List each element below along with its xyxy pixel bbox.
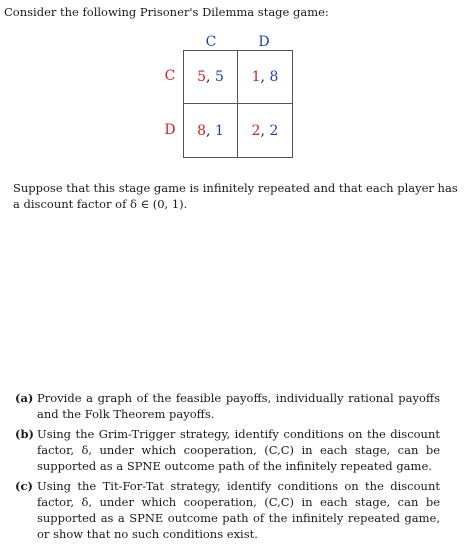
payoff-p1: 1 — [251, 69, 261, 85]
question-text: Using the Tit-For-Tat strategy, identify conditions on the discount factor, δ, under which cooperation, (C,C) in each stage, can be supported as a SPNE outcome path of the infinitely repeated game, or show that no such conditions exist. — [37, 479, 440, 541]
row-strategy-c: C — [164, 68, 176, 84]
payoff-p2: 2 — [269, 122, 279, 139]
question-c — [15, 478, 440, 542]
payoff-cell-cc: 5 , 5 — [184, 51, 238, 104]
row-strategy-d: D — [164, 122, 176, 138]
col-strategy-c: C — [205, 34, 217, 50]
payoff-cell-dc: 8 , 1 — [184, 104, 238, 157]
payoff-p2: 8 — [269, 69, 279, 85]
question-label: (a) — [15, 391, 34, 405]
payoff-cell-cd: 1 , 8 — [238, 51, 292, 104]
question-text: Provide a graph of the feasible payoffs, individually rational payoffs and the Folk Theorem payoffs. — [37, 391, 440, 421]
payoff-cell-dd: 2 , 2 — [251, 122, 279, 139]
question-label: (b) — [15, 427, 34, 441]
col-strategy-d: D — [258, 34, 270, 50]
payoff-p1: 8 — [197, 122, 207, 139]
intro-text: Consider the following Prisoner's Dilemma stage game: — [4, 5, 329, 19]
question-label: (c) — [15, 479, 33, 493]
question-a — [15, 390, 440, 422]
question-text: Using the Grim-Trigger strategy, identify conditions on the discount factor, δ, under which cooperation, (C,C) in each stage, can be supported as a SPNE outcome path of the infinitely repeated game. — [37, 427, 440, 473]
suppose-paragraph: Suppose that this stage game is infinitely repeated and that each player has a discount factor of δ ∈ (0, 1). — [13, 181, 458, 211]
payoff-matrix — [183, 50, 293, 158]
question-list — [15, 390, 440, 546]
question-b — [15, 426, 440, 474]
payoff-p2: 1 — [214, 122, 224, 139]
payoff-p1: 5 — [197, 69, 207, 85]
payoff-p1: 2 — [251, 122, 261, 139]
payoff-p2: 5 — [214, 69, 224, 85]
